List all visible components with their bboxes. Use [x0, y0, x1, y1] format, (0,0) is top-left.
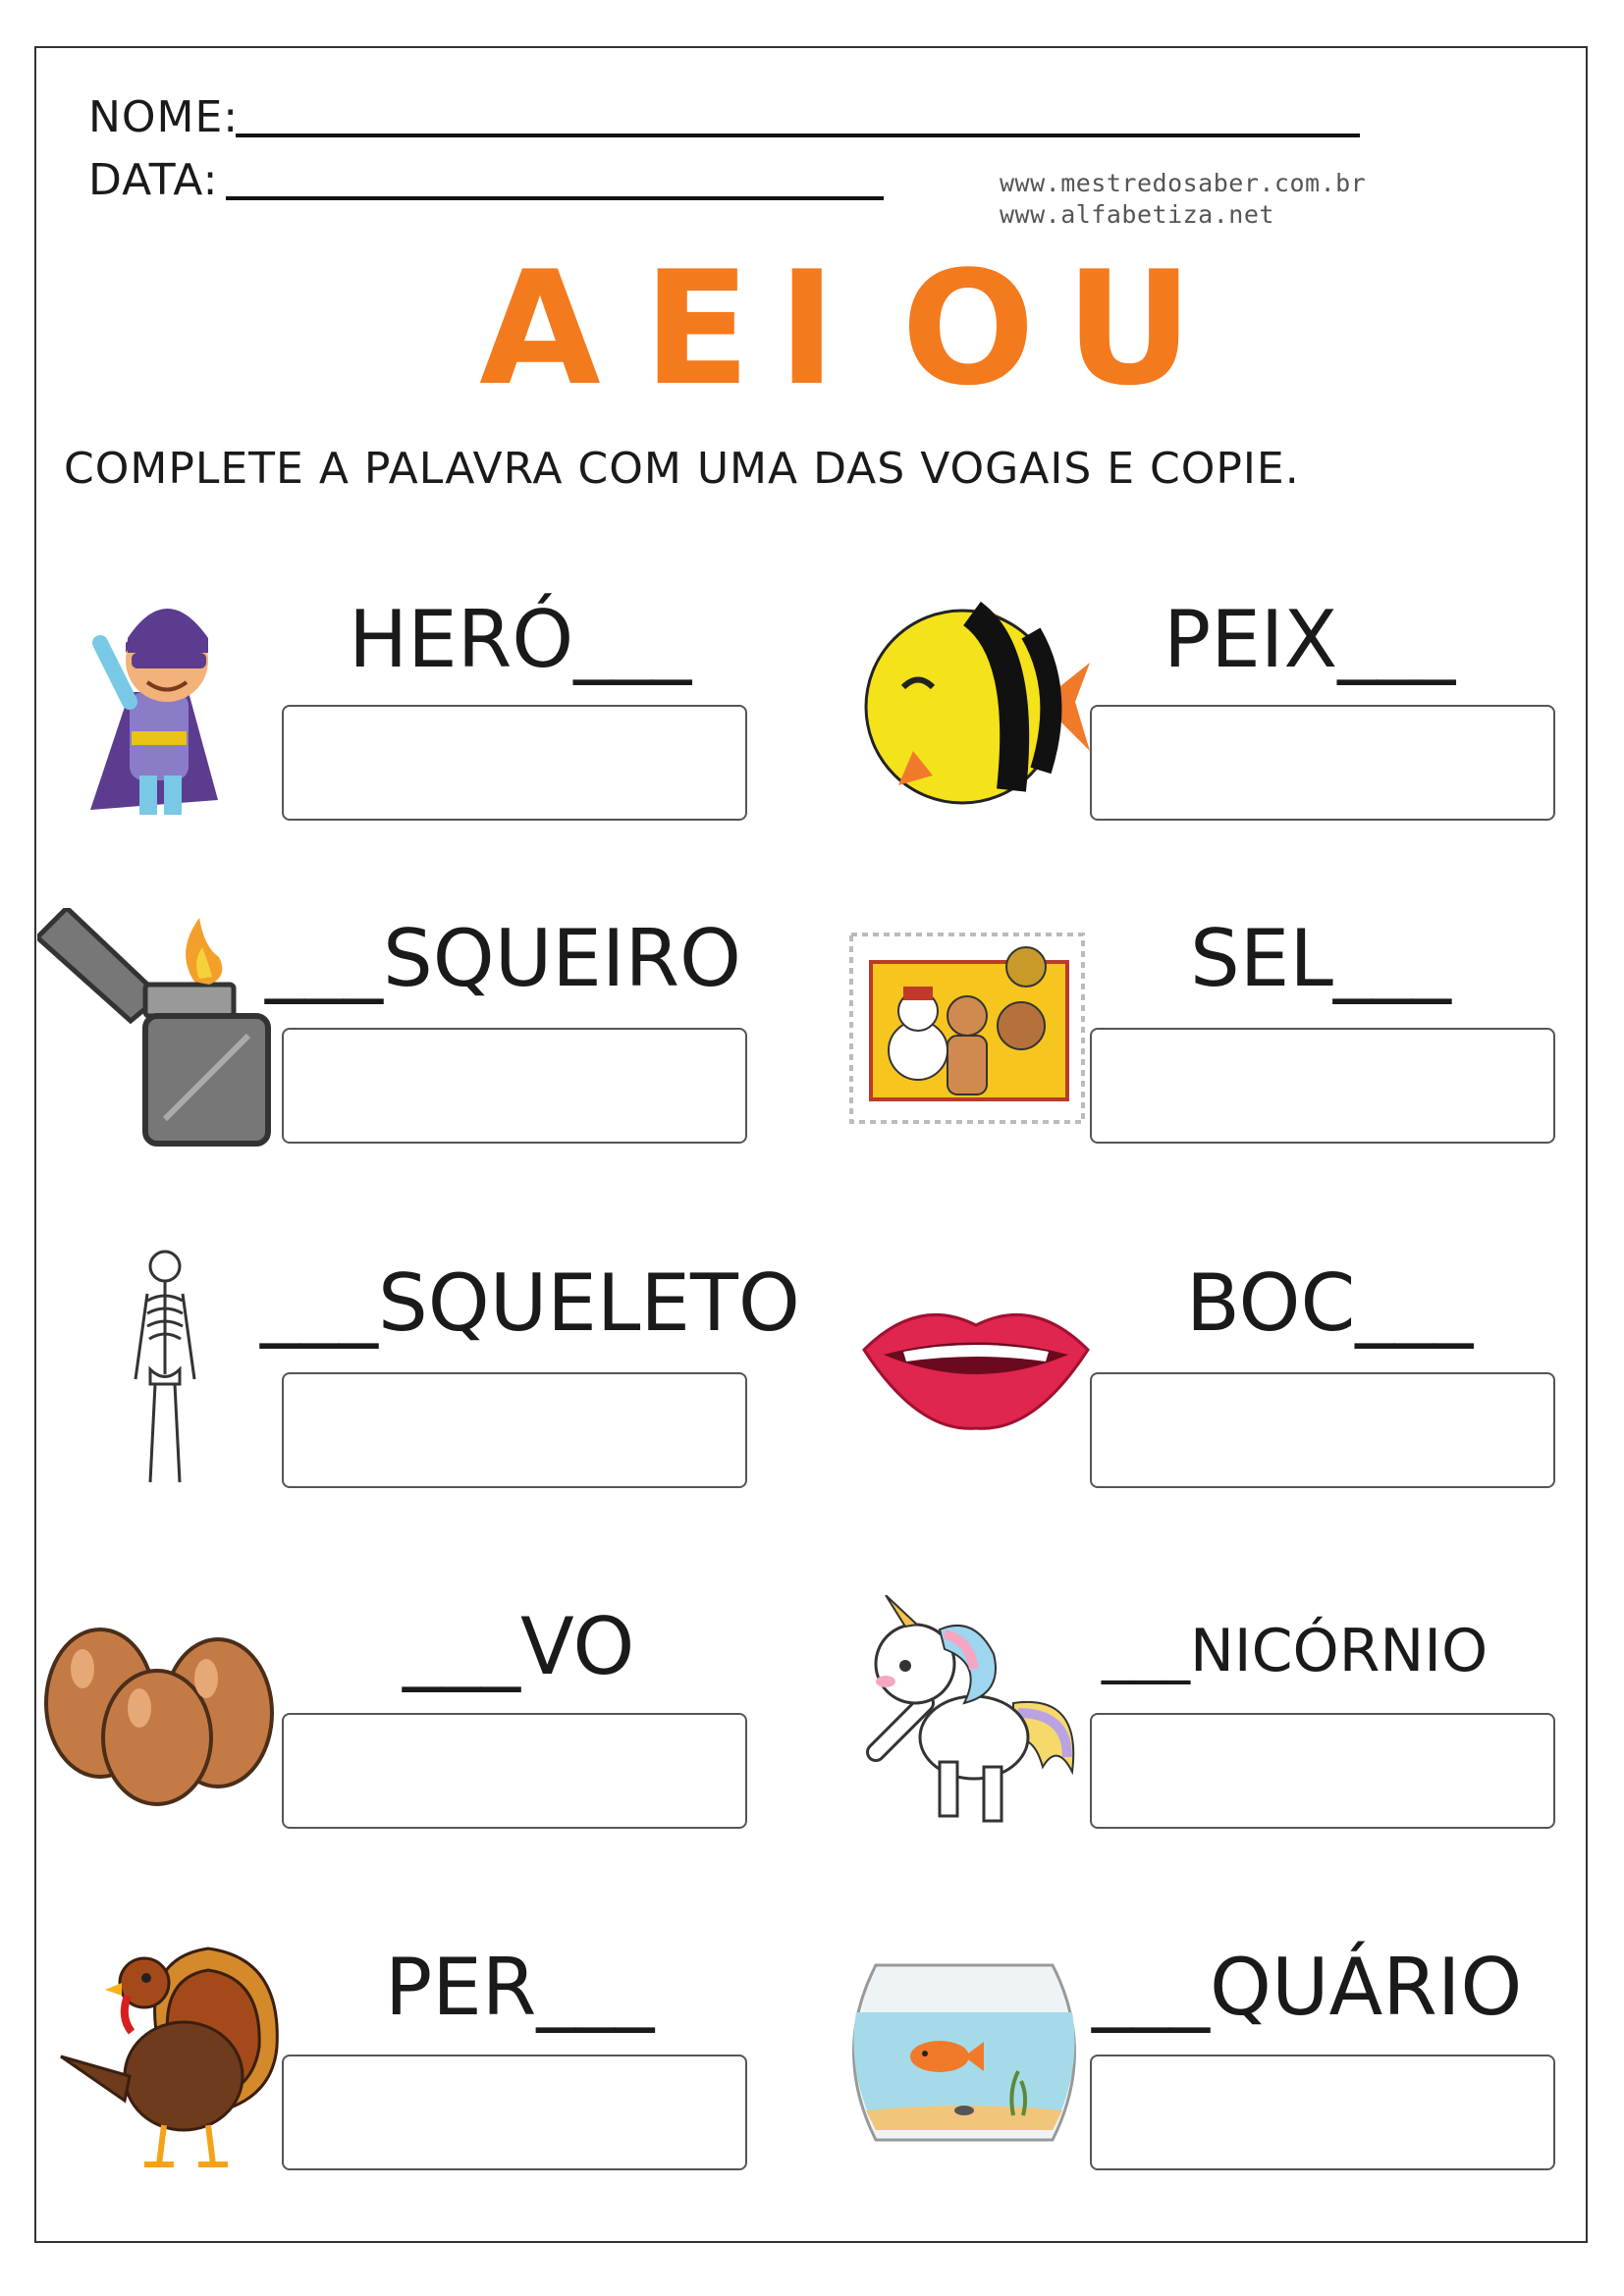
aquarium-icon — [846, 1953, 1082, 2150]
vowel-o: O — [901, 237, 1036, 420]
vowel-u: U — [1065, 237, 1193, 420]
vowel-a: A — [479, 237, 601, 420]
word-peru: PER___ — [385, 1942, 655, 2033]
lighter-icon — [37, 908, 273, 1148]
answer-box-aquario[interactable] — [1090, 2055, 1555, 2170]
date-label: DATA: — [88, 155, 219, 205]
name-field[interactable] — [236, 133, 1360, 137]
mouth-icon — [859, 1301, 1093, 1433]
word-isqueiro: ___SQUEIRO — [265, 913, 741, 1004]
answer-box-isqueiro[interactable] — [282, 1028, 747, 1144]
answer-box-selo[interactable] — [1090, 1028, 1555, 1144]
word-unicornio: ___NICÓRNIO — [1102, 1617, 1489, 1685]
vowel-e: E — [643, 237, 751, 420]
answer-box-heroi[interactable] — [282, 705, 747, 821]
eggs-icon — [41, 1615, 277, 1806]
instruction-text: COMPLETE A PALAVRA COM UMA DAS VOGAIS E COPIE. — [64, 444, 1300, 494]
answer-box-peixe[interactable] — [1090, 705, 1555, 821]
skeleton-icon — [126, 1247, 204, 1492]
word-esqueleto: ___SQUELETO — [260, 1257, 800, 1349]
website-alfabetiza: www.alfabetiza.net — [1000, 200, 1274, 229]
date-field[interactable] — [226, 196, 884, 200]
word-heroi: HERÓ___ — [349, 594, 692, 685]
superhero-icon — [71, 584, 247, 825]
answer-box-esqueleto[interactable] — [282, 1372, 747, 1488]
name-label: NOME: — [88, 92, 240, 142]
word-selo: SEL___ — [1190, 913, 1451, 1004]
vowel-i: I — [778, 237, 837, 420]
answer-box-ovo[interactable] — [282, 1713, 747, 1829]
word-boca: BOC___ — [1186, 1257, 1474, 1349]
unicorn-icon — [846, 1595, 1090, 1831]
fish-icon — [854, 594, 1095, 810]
answer-box-peru[interactable] — [282, 2055, 747, 2170]
turkey-icon — [51, 1939, 282, 2169]
answer-box-unicornio[interactable] — [1090, 1713, 1555, 1829]
word-aquario: ___QUÁRIO — [1092, 1942, 1523, 2033]
stamp-icon — [849, 933, 1085, 1124]
word-ovo: ___VO — [403, 1601, 635, 1692]
website-mestredosaber: www.mestredosaber.com.br — [1000, 169, 1367, 197]
word-peixe: PEIX___ — [1164, 594, 1456, 685]
answer-box-boca[interactable] — [1090, 1372, 1555, 1488]
